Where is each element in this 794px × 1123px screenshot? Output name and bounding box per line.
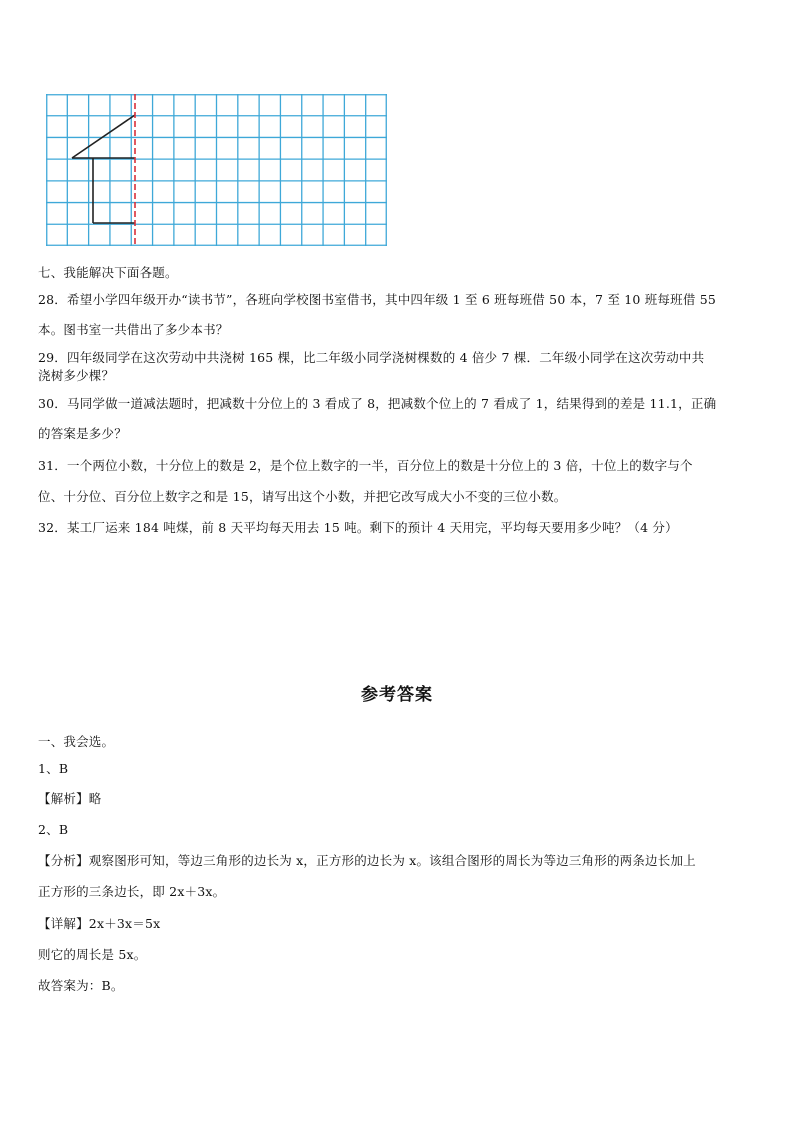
question-29-line1: 29．四年级同学在这次劳动中共浇树 165 棵，比二年级小同学浇树棵数的 4 倍少 7 棵．二年级小同学在这次劳动中共 xyxy=(38,350,705,365)
question-28-line1: 28．希望小学四年级开办“读书节”，各班向学校图书室借书，其中四年级 1 至 6 班每班借 50 本，7 至 10 班每班借 55 xyxy=(38,292,716,307)
question-31-line2: 位、十分位、百分位上数字之和是 15，请写出这个小数，并把它改写成大小不变的三位小数。 xyxy=(38,489,567,504)
question-32-line1: 32．某工厂运来 184 吨煤，前 8 天平均每天用去 15 吨。剩下的预计 4 天用完，平均每天要用多少吨？（4 分） xyxy=(38,520,678,535)
answers-section1: 一、我会选。 xyxy=(38,734,115,749)
symmetry-grid-figure xyxy=(46,94,387,246)
answer-2-conclusion: 故答案为：B。 xyxy=(38,978,124,993)
half-shape xyxy=(72,115,135,223)
question-30-line2: 的答案是多少？ xyxy=(38,426,127,441)
roof-slope-line xyxy=(72,115,135,158)
question-30-line1: 30．马同学做一道减法题时，把减数十分位上的 3 看成了 8，把减数个位上的 7 看成了 1，结果得到的差是 11.1，正确 xyxy=(38,396,717,411)
answer-1: 1、B xyxy=(38,761,69,776)
answer-1-analysis: 【解析】略 xyxy=(38,791,102,806)
question-28-line2: 本。图书室一共借出了多少本书？ xyxy=(38,322,229,337)
section7-title: 七、我能解决下面各题。 xyxy=(38,265,178,280)
answer-2-perimeter: 则它的周长是 5x。 xyxy=(38,947,147,962)
question-31-line1: 31．一个两位小数，十分位上的数是 2，是个位上数字的一半，百分位上的数是十分位上的 3 倍，十位上的数字与个 xyxy=(38,458,693,473)
question-29-line2: 浇树多少棵？ xyxy=(38,368,115,383)
answer-2-analysis-line2: 正方形的三条边长，即 2x＋3x。 xyxy=(38,884,226,899)
answer-2-analysis-line1: 【分析】观察图形可知，等边三角形的边长为 x，正方形的边长为 x。该组合图形的周长为等边三角形的两条边长加上 xyxy=(38,853,696,868)
answer-2: 2、B xyxy=(38,822,69,837)
answer-2-detail: 【详解】2x＋3x＝5x xyxy=(38,916,161,931)
answers-heading: 参考答案 xyxy=(361,685,433,705)
